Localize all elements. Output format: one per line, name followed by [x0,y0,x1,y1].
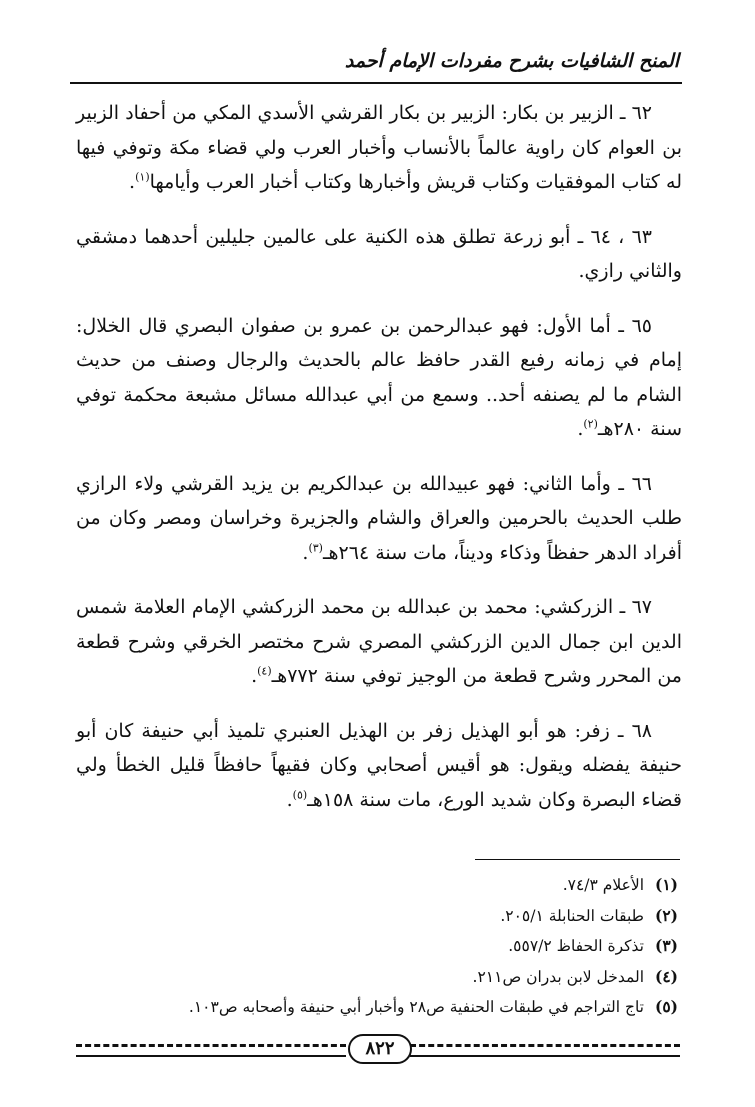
footnote-text: طبقات الحنابلة ٢٠٥/١. [500,906,644,925]
footnote-item [74,931,678,962]
footnote-ref: (٤) [257,664,272,678]
paragraph-62 [76,96,682,200]
paragraph-text: ٦٣ ، ٦٤ ـ أبو زرعة تطلق هذه الكنية على عالمين جليلين أحدهما دمشقي والثاني رازي. [76,225,682,282]
main-text [76,96,682,837]
paragraph-65 [76,309,682,447]
paragraph-67 [76,590,682,694]
footnote-number: (١) [654,875,678,894]
footnote-separator [475,859,680,860]
footnote-ref: (٣) [308,541,323,555]
paragraph-text: ٦٧ ـ الزركشي: محمد بن عبدالله بن محمد الزركشي الإمام العلامة شمس الدين ابن جمال الدين الزركشي المصري شرح مختصر الخرقي وشرح قطعة من المحرر وشرح قطعة من الوجيز توفي سنة ٧٧٢هـ [76,596,682,687]
page-footer [76,1034,680,1066]
footnote-text: الأعلام ٧٤/٣. [562,876,644,894]
header-rule [70,82,682,84]
footnote-item [74,992,678,1023]
paragraph-66 [76,467,682,571]
page-number: ٨٢٢ [348,1034,412,1064]
footnote-number: (٥) [654,997,678,1016]
footnotes-list [74,870,678,1023]
footnote-ref: (٢) [583,417,598,431]
paragraph-end: . [251,665,258,687]
paragraph-text: ٦٥ ـ أما الأول: فهو عبدالرحمن بن عمرو بن صفوان البصري قال الخلال: إمام في زمانه رفيع القدر حافظ عالم بالحديث والرجال وصنف من حديث الشام ما لم يصنفه أحد.. وسمع من أبي عبدالله مسائل مشبعة محكمة توفي سنة ٢٨٠هـ [76,314,682,440]
footnote-ref: (١) [135,170,150,184]
footnote-item [74,870,678,901]
footnote-text: تذكرة الحفاظ ٥٥٧/٢. [508,937,644,955]
footnote-number: (٤) [654,966,678,986]
footnote-item [74,901,678,932]
paragraph-end: . [286,788,293,811]
footer-ornament-left [76,1044,346,1057]
paragraph-68 [76,714,682,818]
footnote-number: (٢) [654,905,678,925]
paragraph-end: . [577,418,584,440]
footnote-ref: (٥) [292,788,308,802]
footnote-number: (٣) [654,936,678,955]
paragraph-63-64 [76,220,682,289]
running-header-title: المنح الشافيات بشرح مفردات الإمام أحمد [344,50,679,72]
footnote-item [74,962,678,993]
paragraph-end: . [129,171,136,193]
paragraph-text: ٦٢ ـ الزبير بن بكار: الزبير بن بكار القرشي الأسدي المكي من أحفاد الزبير بن العوام كان راوية عالماً بالأنساب وأخبار العرب ولي قضاء مكة وتوفي فيها له كتاب الموفقيات وكتاب قريش وأخبارها وكتاب أخبار العرب وأيامها [76,102,682,193]
footer-ornament-right [410,1044,680,1057]
paragraph-text: ٦٨ ـ زفر: هو أبو الهذيل زفر بن الهذيل العنبري تلميذ أبي حنيفة كان أبو حنيفة يفضله ويقول: هو أقيس أصحابي وكان فقيهاً حافظاً قليل الخطأ ولي قضاء البصرة وكان شديد الورع، مات سنة ١٥٨هـ [76,719,682,811]
footnote-text: المدخل لابن بدران ص٢١١. [472,967,644,986]
paragraph-end: . [302,541,309,564]
footnote-text: تاج التراجم في طبقات الحنفية ص٢٨ وأخبار أبي حنيفة وأصحابه ص١٠٣. [188,998,644,1016]
paragraph-text: ٦٦ ـ وأما الثاني: فهو عبيدالله بن عبدالكريم بن يزيد القرشي ولاء الرازي طلب الحديث بالحرمين والعراق والشام والجزيرة وخراسان ومصر وكان من أفراد الدهر حفظاً وذكاء وديناً، مات سنة ٢٦٤هـ [76,472,682,564]
